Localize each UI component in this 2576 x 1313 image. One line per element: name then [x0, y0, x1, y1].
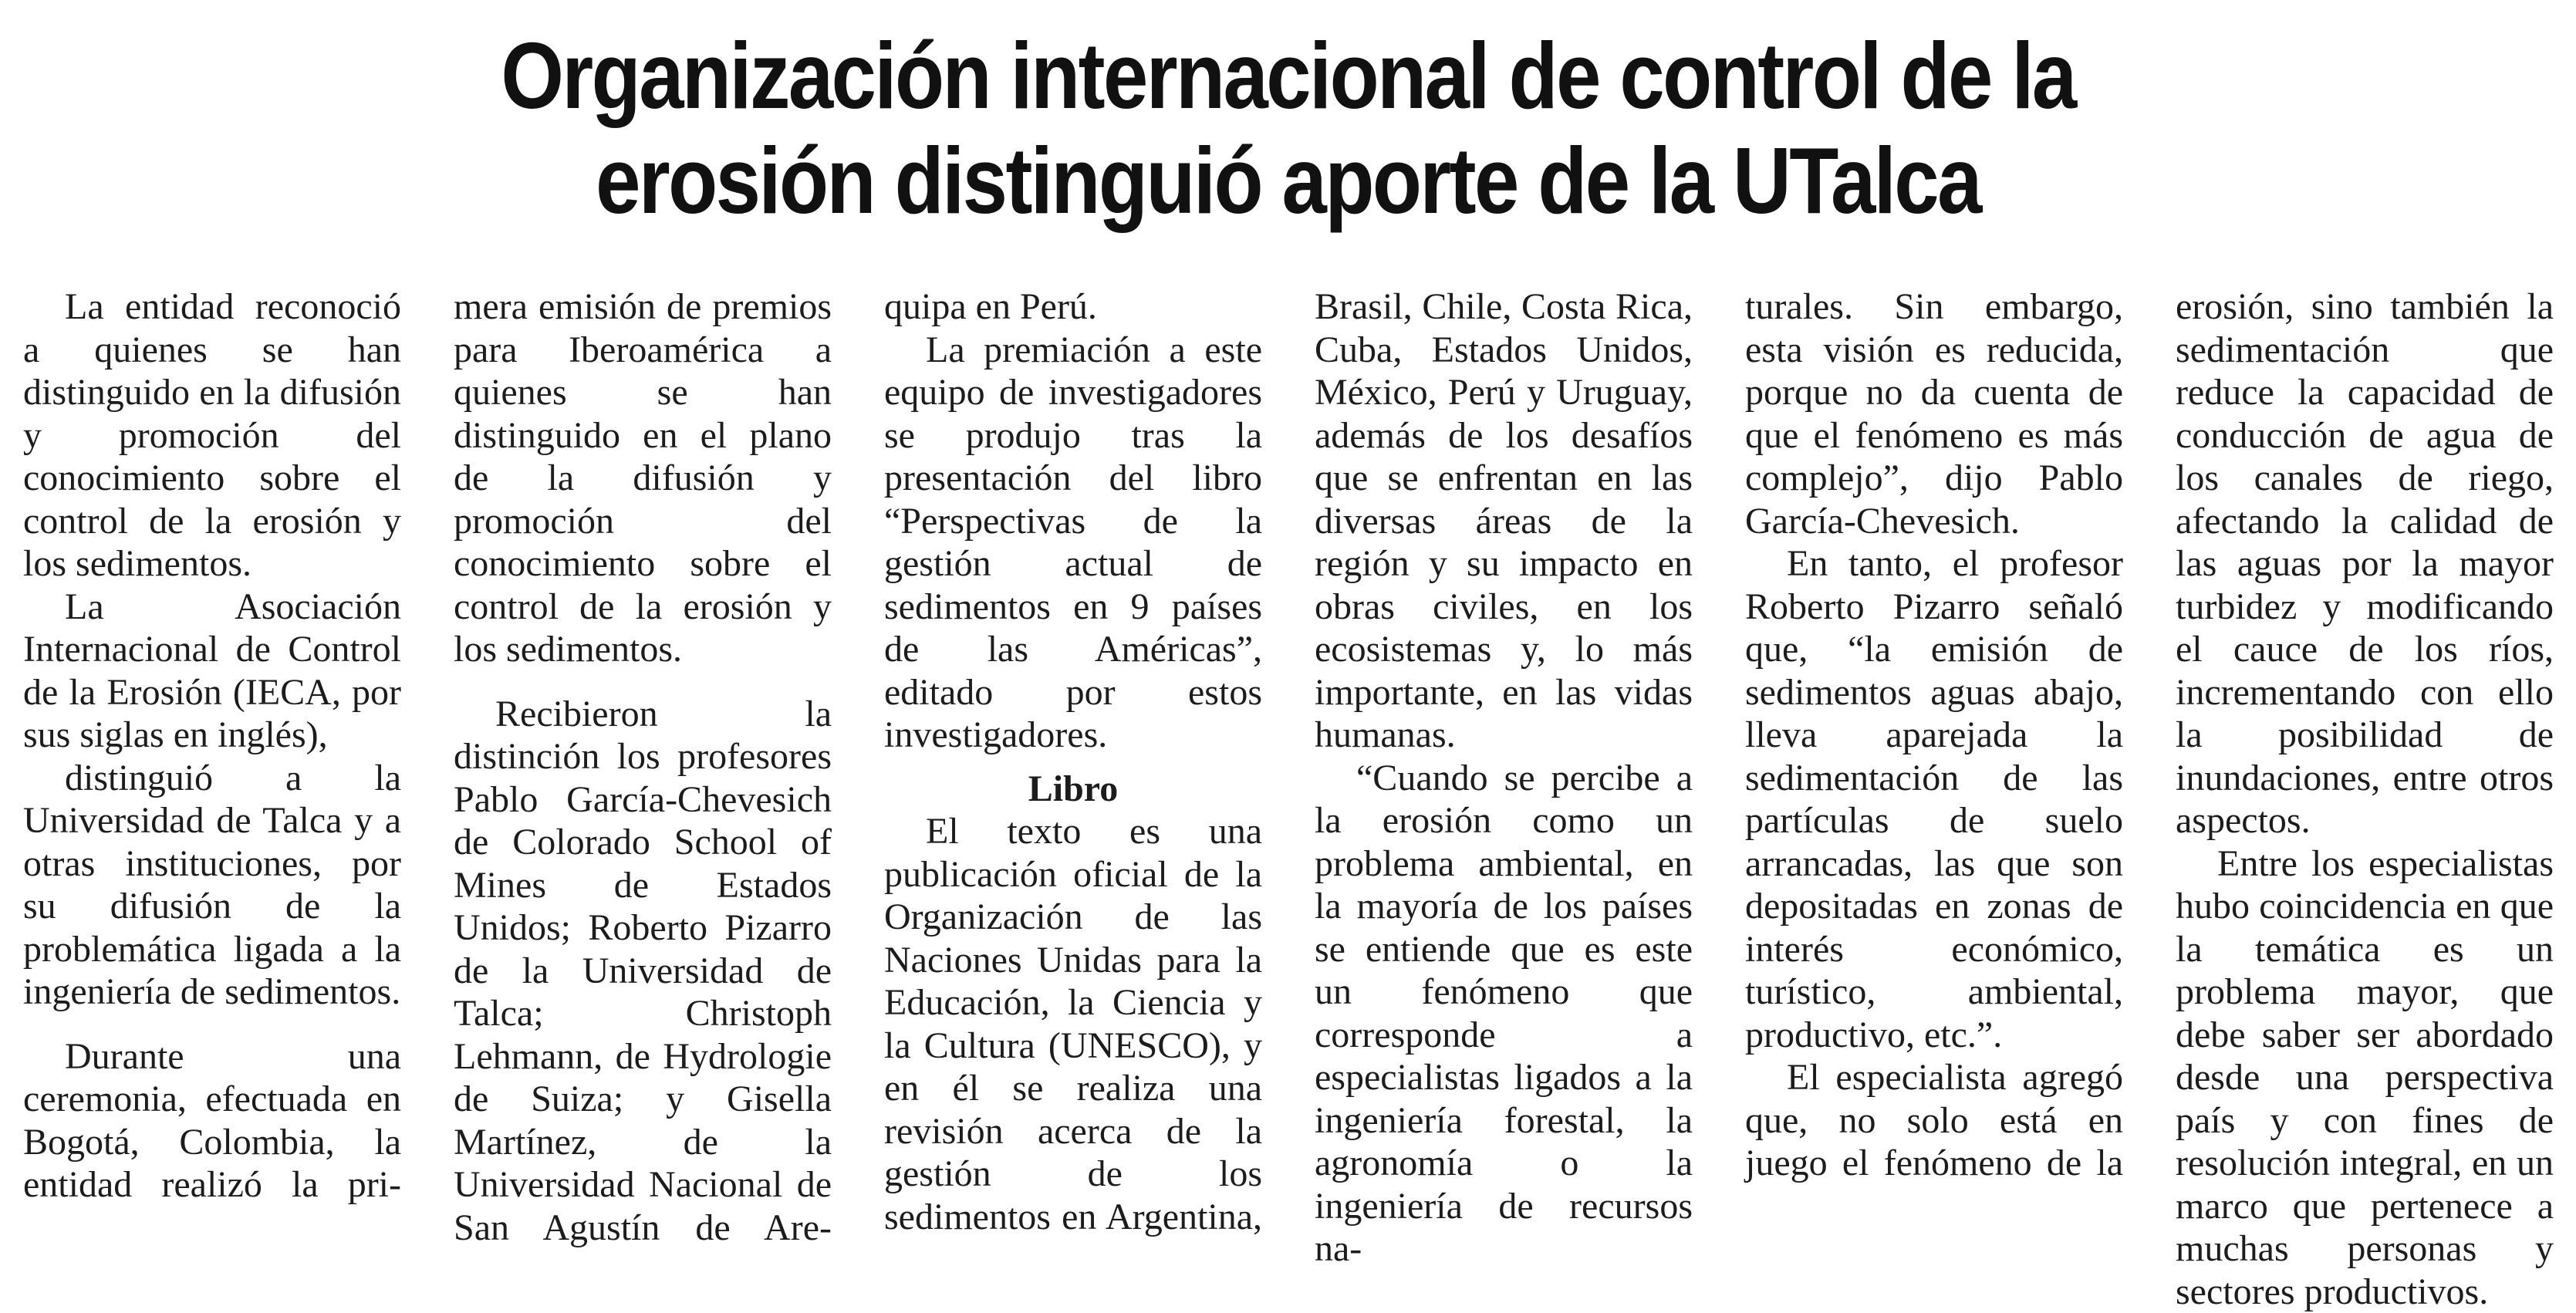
paragraph: distinguió a la Universidad de Talca y a otras instituciones, por su difusión de la problemática ligada a la ingeniería de sedimentos.	[23, 757, 401, 1014]
paragraph: erosión, sino también la sedimentación que reduce la capacidad de conducción de agua de los canales de riego, afectando la calidad de las aguas por la mayor turbidez y modificando el cauce de los ríos, incrementando con ello la posibilidad de inundaciones, entre otros aspectos.	[2176, 285, 2554, 842]
section-heading: Libro	[884, 768, 1262, 811]
paragraph: Entre los especialistas hubo coincidencia en que la temática es un problema mayor, que debe saber ser abordado desde una perspectiva país y con fines de resolución integral, en un marco que pertenece a muchas personas y sectores productivos.	[2176, 842, 2554, 1313]
headline-line-2: erosión distinguió aporte de la UTalca	[181, 128, 2396, 233]
article-body	[23, 285, 2557, 1281]
paragraph: En tanto, el profesor Roberto Pizarro señaló que, “la emisión de sedimentos aguas abajo, lleva aparejada la sedimentación de las partículas de suelo arrancadas, las que son depositadas en zonas de interés económico, turístico, ambiental, productivo, etc.”.	[1745, 542, 2123, 1056]
headline	[181, 23, 2396, 233]
paragraph: mera emisión de premios para Iberoamérica a quienes se han distinguido en el plano de la difusión y promoción del conocimiento sobre el control de la erosión y los sedimentos.	[454, 285, 832, 671]
column-3	[884, 285, 1262, 1281]
paragraph: La Asociación Internacional de Control de la Erosión (IECA, por sus siglas en inglés),	[23, 586, 401, 757]
column-4	[1315, 285, 1693, 1281]
column-2	[454, 285, 832, 1281]
paragraph: quipa en Perú.	[884, 285, 1262, 329]
paragraph: El texto es una publicación oficial de la Organización de las Naciones Unidas para la Educación, la Ciencia y la Cultura (UNESCO), y en él se realiza una revisión acerca de la gestión de los sedimentos en Argentina,	[884, 810, 1262, 1238]
paragraph: Recibieron la distinción los profesores Pablo García-Chevesich de Colorado School of Mines de Estados Unidos; Roberto Pizarro de la Universidad de Talca; Christoph Lehmann, de Hydrologie de Suiza; y Gisella Martínez, de la Universidad Nacional de San Agustín de Are-	[454, 693, 832, 1250]
paragraph: Brasil, Chile, Costa Rica, Cuba, Estados Unidos, México, Perú y Uruguay, además de los desafíos que se enfrentan en las diversas áreas de la región y su impacto en obras civiles, en los ecosistemas y, lo más importante, en las vidas humanas.	[1315, 285, 1693, 757]
column-6	[2176, 285, 2554, 1281]
column-5	[1745, 285, 2123, 1281]
column-1	[23, 285, 401, 1281]
paragraph: turales. Sin embargo, esta visión es reducida, porque no da cuenta de que el fenómeno es más complejo”, dijo Pablo García-Chevesich.	[1745, 285, 2123, 542]
headline-line-1: Organización internacional de control de la	[181, 23, 2396, 128]
paragraph: “Cuando se percibe a la erosión como un problema ambiental, en la mayoría de los países se entiende que es este un fenómeno que corresponde a especialistas ligados a la ingeniería forestal, la agronomía o la ingeniería de recursos na-	[1315, 757, 1693, 1271]
paragraph: La premiación a este equipo de investigadores se produjo tras la presentación del libro “Perspectivas de la gestión actual de sedimentos en 9 países de las Américas”, editado por estos investigadores.	[884, 329, 1262, 757]
paragraph: La entidad reconoció a quienes se han distinguido en la difusión y promoción del conocimiento sobre el control de la erosión y los sedimentos.	[23, 285, 401, 586]
paragraph: Durante una ceremonia, efectuada en Bogotá, Colombia, la entidad realizó la pri-	[23, 1035, 401, 1207]
paragraph: El especialista agregó que, no solo está en juego el fenómeno de la	[1745, 1056, 2123, 1185]
